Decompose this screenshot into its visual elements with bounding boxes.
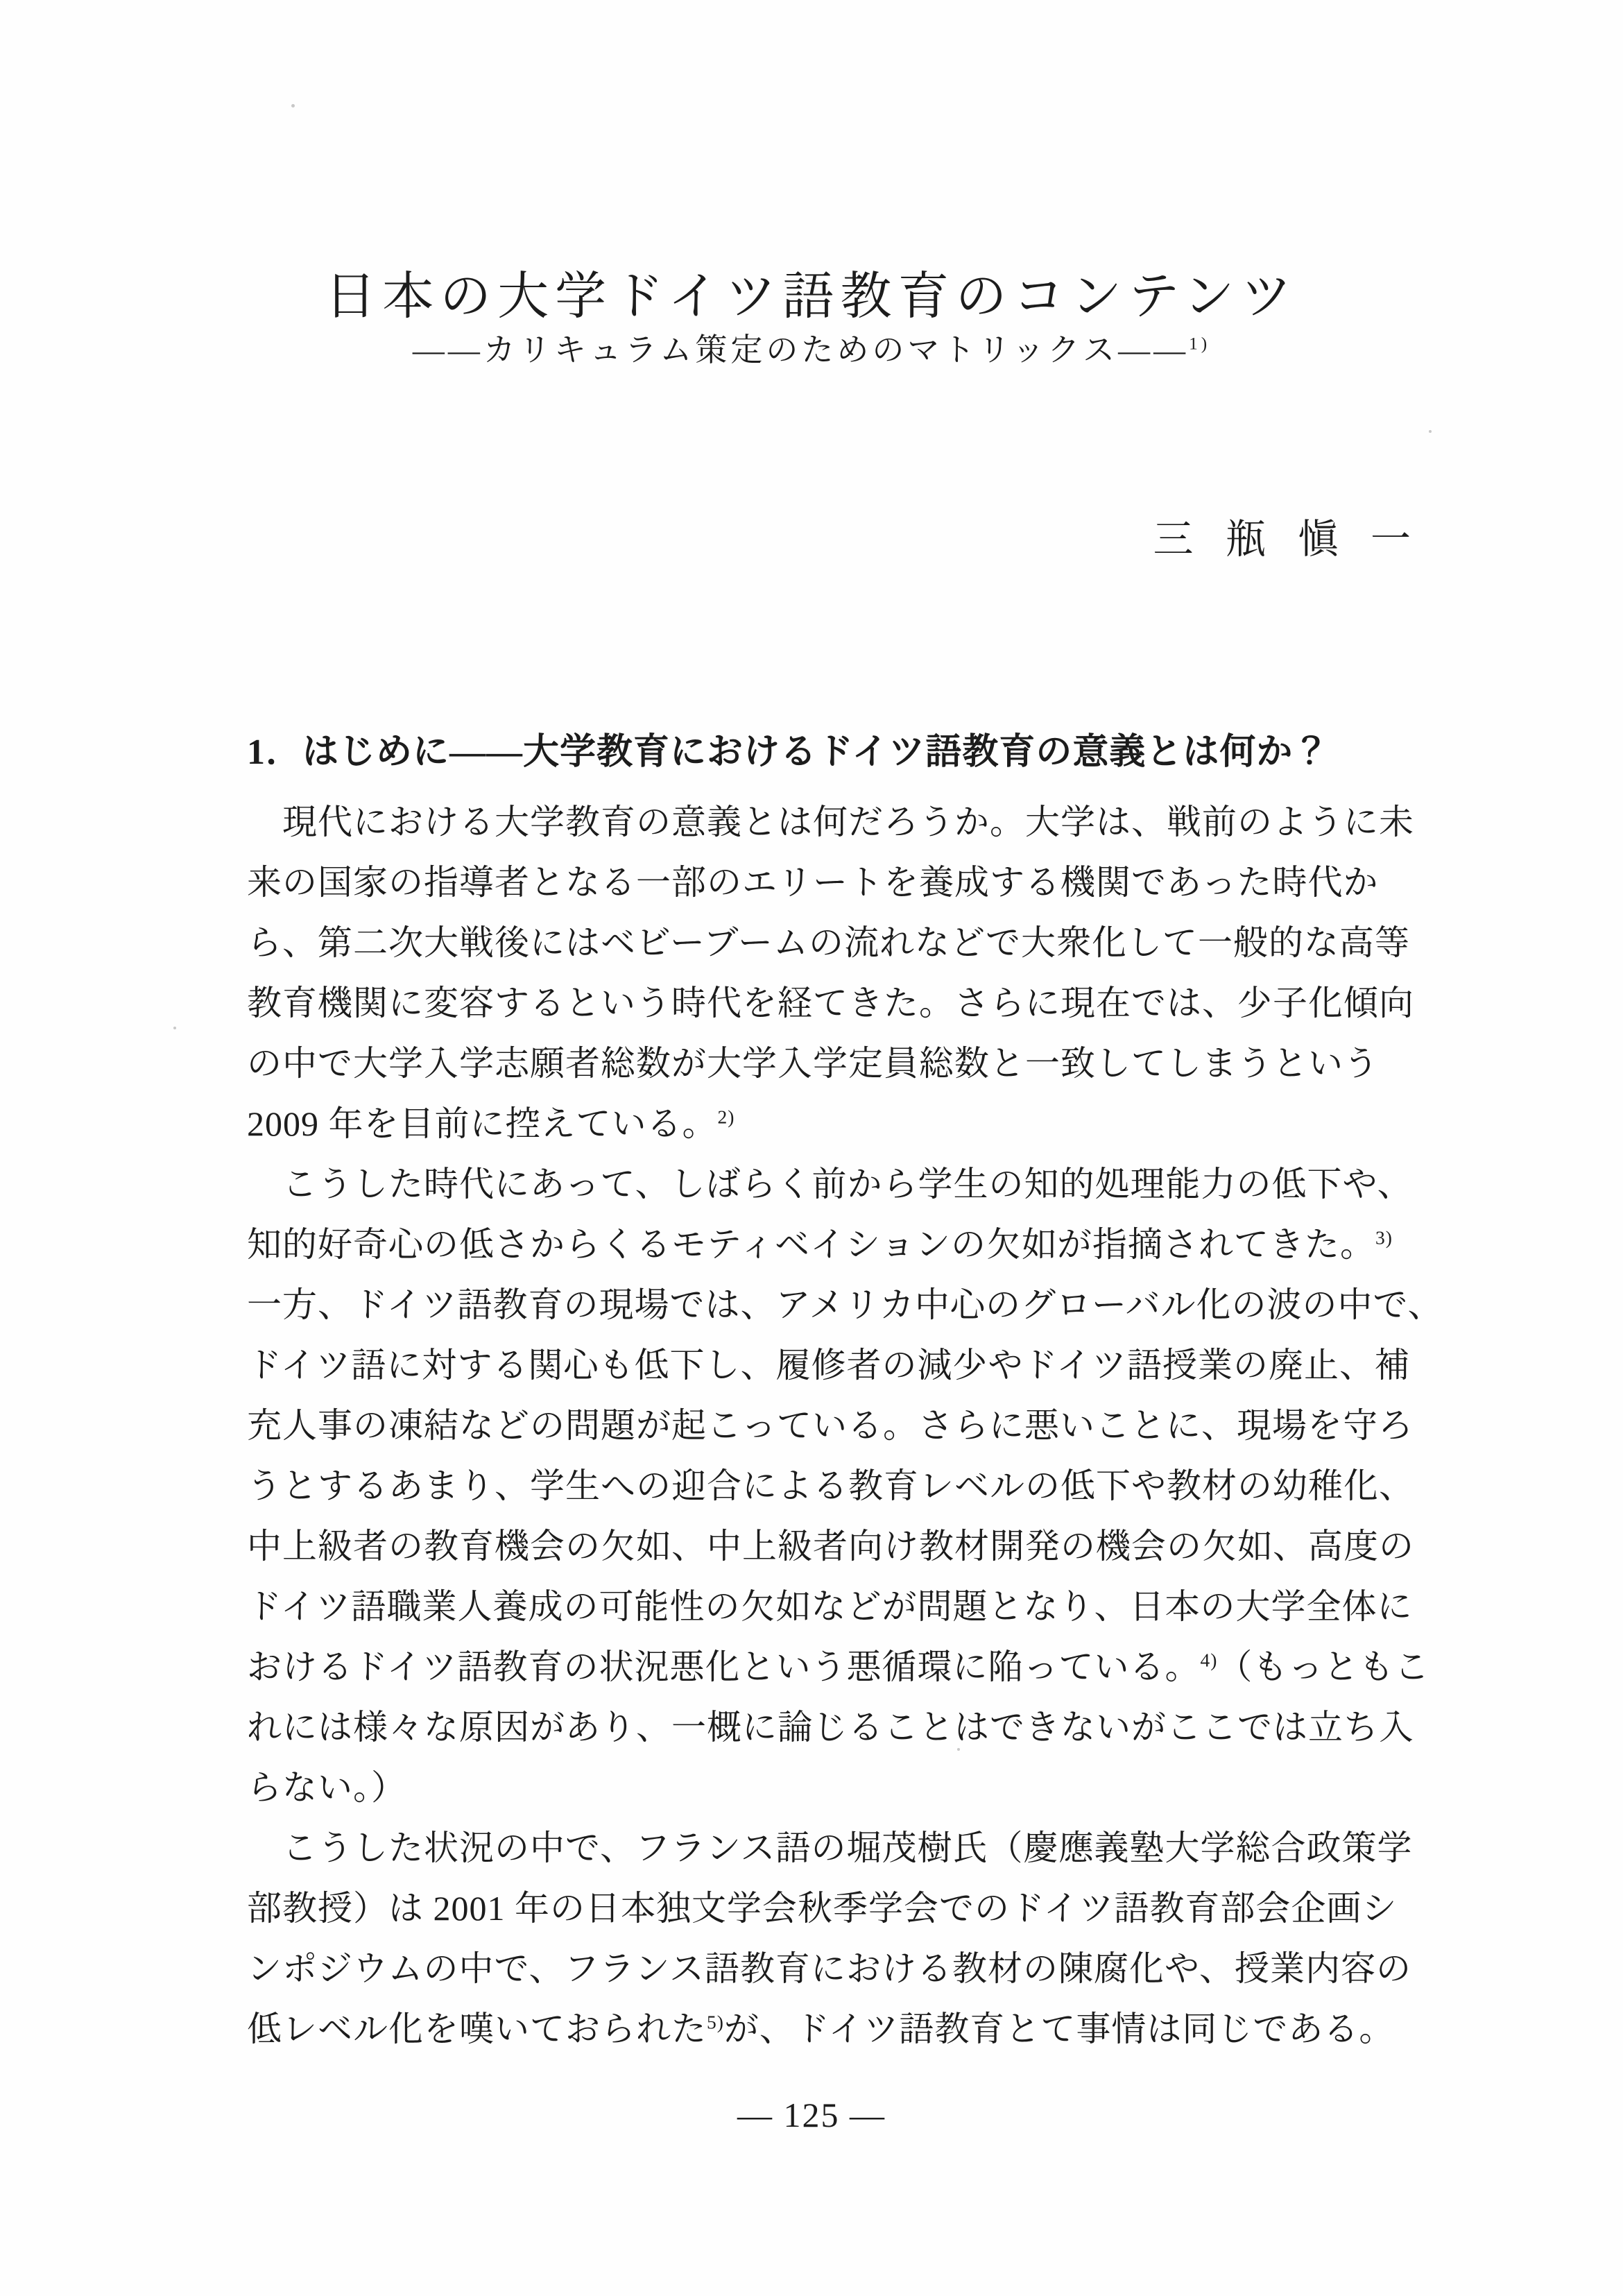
text-line: 2009 年を目前に控えている。$^{2)}$ <box>247 1104 735 1143</box>
page-number: — 125 — <box>737 2096 886 2134</box>
footnote-marker: 2) <box>717 1106 735 1128</box>
text-line: 低レベル化を嘆いておられた$^{5)}$が、ドイツ語教育とて事情は同じである。 <box>247 2010 1395 2048</box>
paragraph <box>247 1154 1443 1818</box>
footnote-marker: 3) <box>1375 1226 1393 1249</box>
section-heading: 1．はじめに——大学教育におけるドイツ語教育の意義とは何か？ <box>247 733 1330 772</box>
text-line: おけるドイツ語教育の状況悪化という悪循環に陥っている。$^{4)}$（もっともこ <box>247 1647 1430 1686</box>
paragraph <box>247 1818 1412 2059</box>
paper-title: 日本の大学ドイツ語教育のコンテンツ <box>325 268 1298 325</box>
text-line: 部教授）は 2001 年の日本独文学会秋季学会でのドイツ語教育部会企画シ <box>247 1889 1398 1928</box>
text-line: ドイツ語職業人養成の可能性の欠如などが問題となり、日本の大学全体に <box>247 1587 1413 1626</box>
footnote-marker: 4) <box>1200 1649 1218 1671</box>
footnote-marker: 1) <box>1189 334 1211 354</box>
text-line: うとするあまり、学生への迎合による教育レベルの低下や教材の幼稚化、 <box>247 1466 1414 1505</box>
author-name: 三 瓶 愼 一 <box>1153 517 1422 562</box>
scan-speckle <box>291 104 295 108</box>
text-line: らない。） <box>247 1768 406 1807</box>
text-line: れには様々な原因があり、一概に論じることはできないがここでは立ち入 <box>247 1708 1414 1747</box>
text-line: こうした状況の中で、フランス語の堀茂樹氏（慶應義塾大学総合政策学 <box>247 1828 1413 1867</box>
scan-speckle <box>1429 430 1432 433</box>
text-line: 教育機関に変容するという時代を経てきた。さらに現在では、少子化傾向 <box>247 984 1414 1022</box>
text-line: 来の国家の指導者となる一部のエリートを養成する機関であった時代か <box>247 863 1379 902</box>
footnote-marker: 5) <box>707 2011 724 2033</box>
body-text <box>247 792 1443 2059</box>
paragraph <box>247 792 1412 1154</box>
paper-subtitle: ——カリキュラム策定のためのマトリックス——$^{1)}$ <box>412 332 1211 368</box>
text-line: 現代における大学教育の意義とは何だろうか。大学は、戦前のように未 <box>247 803 1414 841</box>
text-line: 知的好奇心の低さからくるモティベイションの欠如が指摘されてきた。$^{3)}$ <box>247 1225 1393 1264</box>
text-line: ら、第二次大戦後にはベビーブームの流れなどで大衆化して一般的な高等 <box>247 923 1410 962</box>
text-line: の中で大学入学志願者総数が大学入学定員総数と一致してしまうという <box>247 1044 1379 1083</box>
scan-speckle <box>173 1027 176 1029</box>
text-line: 中上級者の教育機会の欠如、中上級者向け教材開発の機会の欠如、高度の <box>247 1527 1414 1566</box>
text-line: 一方、ドイツ語教育の現場では、アメリカ中心のグローバル化の波の中で、 <box>247 1285 1443 1324</box>
text-line: ンポジウムの中で、フランス語教育における教材の陳腐化や、授業内容の <box>247 1949 1411 1988</box>
text-line: ドイツ語に対する関心も低下し、履修者の減少やドイツ語授業の廃止、補 <box>247 1346 1410 1385</box>
text-line: こうした時代にあって、しばらく前から学生の知的処理能力の低下や、 <box>247 1165 1413 1203</box>
text-line: 充人事の凍結などの問題が起こっている。さらに悪いことに、現場を守ろ <box>247 1406 1414 1445</box>
body-content <box>247 721 1443 2059</box>
